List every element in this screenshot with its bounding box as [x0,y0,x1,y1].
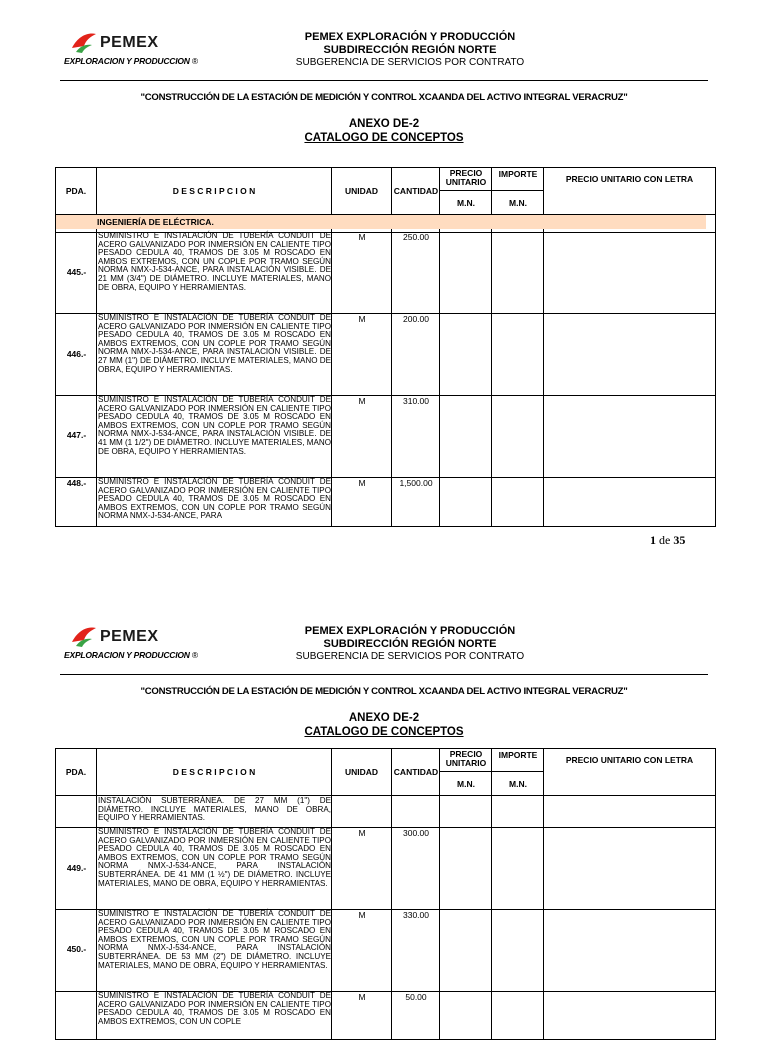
row-cantidad: 310.00 [403,396,429,406]
row-cantidad: 200.00 [403,314,429,324]
header-rule [60,674,708,675]
org-line-2: SUBDIRECCIÓN REGIÓN NORTE [323,44,497,56]
col-descripcion: D E S C R I P C I O N [172,767,256,777]
row-cantidad: 250.00 [403,232,429,242]
pemex-logo [64,622,198,662]
logo-subtitle: EXPLORACION Y PRODUCCION ® [64,650,198,660]
row-cantidad: 300.00 [403,828,429,838]
row-pda: 448.- [66,478,87,488]
col-mn-precio: M.N. [457,198,475,208]
annex-title [234,117,534,145]
row-description: SUMINISTRO E INSTALACIÓN DE TUBERÍA CONDUIT DE ACERO GALVANIZADO POR INMERSIÓN EN CALIENTE TIPO PESADO CEDULA 40, TRAMOS DE 3.05 M ROSCADO EN AMBOS EXTREMOS, CON UN COPLE POR TRAMO SEGÚN NORMA NMX-J-534-ANCE, PARA [98,477,331,521]
logo-wordmark: PEMEX [100,628,159,645]
row-cantidad: 330.00 [403,910,429,920]
row-description: SUMINISTRO E INSTALACIÓN DE TUBERÍA CONDUIT DE ACERO GALVANIZADO POR INMERSIÓN EN CALIENTE TIPO PESADO CEDULA 40, TRAMOS DE 3.05 M ROSCADO EN AMBOS EXTREMOS, CON UN COPLE POR TRAMO SEGÚN NORMA NMX-J-534-ANCE, PARA INSTALACIÓN VISIBLE. DE 21 MM (3/4") DE DIÁMETRO. INCLUYE MATERIALES, MANO DE OBRA, EQUIPO Y HERRAMIENTAS. [98,231,331,292]
col-unidad: UNIDAD [344,767,379,777]
col-mn-importe: M.N. [509,198,527,208]
col-pda: PDA. [65,186,87,196]
col-cantidad: CANTIDAD [393,186,439,196]
page-number: 1 de 35 [650,533,686,547]
row-description: SUMINISTRO E INSTALACIÓN DE TUBERÍA CONDUIT DE ACERO GALVANIZADO POR INMERSIÓN EN CALIENTE TIPO PESADO CEDULA 40, TRAMOS DE 3.05 M ROSCADO EN AMBOS EXTREMOS, CON UN COPLE POR TRAMO SEGÚN NORMA NMX-J-534-ANCE, PARA INSTALACIÓN VISIBLE. DE 41 MM (1 1/2") DE DIÁMETRO. INCLUYE MATERIALES, MANO DE OBRA, EQUIPO Y HERRAMIENTAS. [98,395,331,456]
logo-subtitle: EXPLORACION Y PRODUCCION ® [64,56,198,66]
col-precio-unitario: PRECIO UNITARIO [445,749,487,768]
col-mn-importe: M.N. [509,779,527,789]
org-line-3: SUBGERENCIA DE SERVICIOS POR CONTRATO [295,651,525,662]
concept-table [55,748,716,1040]
row-pda: 445.- [66,267,87,277]
row-description: SUMINISTRO E INSTALACIÓN DE TUBERÍA CONDUIT DE ACERO GALVANIZADO POR INMERSIÓN EN CALIENTE TIPO PESADO CEDULA 40, TRAMOS DE 3.05 M ROSCADO EN AMBOS EXTREMOS, CON UN COPLE [98,991,331,1026]
row-unidad: M [358,992,366,1002]
project-title: "CONSTRUCCIÓN DE LA ESTACIÓN DE MEDICIÓN Y CONTROL XCAANDA DEL ACTIVO INTEGRAL VERACRUZ" [140,92,628,103]
row-cantidad: 50.00 [405,992,427,1002]
col-precio-letra: PRECIO UNITARIO CON LETRA [565,174,694,184]
col-precio-unitario: PRECIO UNITARIO [445,168,487,187]
org-line-3: SUBGERENCIA DE SERVICIOS POR CONTRATO [295,57,525,68]
page-2 [0,594,768,1024]
row-unidad: M [358,232,366,242]
header-rule [60,80,708,81]
col-mn-precio: M.N. [457,779,475,789]
org-line-2: SUBDIRECCIÓN REGIÓN NORTE [323,638,497,650]
row-description: SUMINISTRO E INSTALACIÓN DE TUBERÍA CONDUIT DE ACERO GALVANIZADO POR INMERSIÓN EN CALIENTE TIPO PESADO CEDULA 40, TRAMOS DE 3.05 M ROSCADO EN AMBOS EXTREMOS, CON UN COPLE POR TRAMO SEGÚN NORMA NMX-J-534-ANCE, PARA INSTALACIÓN SUBTERRÁNEA. DE 41 MM (1 ½") DE DIÁMETRO. INCLUYE MATERIALES, MANO DE OBRA, EQUIPO Y HERRAMIENTAS. [98,827,331,888]
project-title: "CONSTRUCCIÓN DE LA ESTACIÓN DE MEDICIÓN Y CONTROL XCAANDA DEL ACTIVO INTEGRAL VERACRUZ" [140,686,628,697]
row-unidad: M [358,396,366,406]
col-pda: PDA. [65,767,87,777]
org-header [250,625,570,663]
row-pda: 450.- [66,944,87,954]
concept-table [55,167,716,527]
catalog-label: CATALOGO DE CONCEPTOS [304,726,464,738]
row-description: SUMINISTRO E INSTALACIÓN DE TUBERÍA CONDUIT DE ACERO GALVANIZADO POR INMERSIÓN EN CALIENTE TIPO PESADO CEDULA 40, TRAMOS DE 3.05 M ROSCADO EN AMBOS EXTREMOS, CON UN COPLE POR TRAMO SEGÚN NORMA NMX-J-534-ANCE, PARA INSTALACIÓN SUBTERRÁNEA. DE 53 MM (2") DE DIÁMETRO. INCLUYE MATERIALES, MANO DE OBRA, EQUIPO Y HERRAMIENTAS. [98,909,331,970]
pemex-logo [64,28,198,68]
row-unidad: M [358,910,366,920]
section-row: INGENIERÍA DE ELÉCTRICA. [56,215,706,229]
catalog-label: CATALOGO DE CONCEPTOS [304,132,464,144]
row-cantidad: 1,500.00 [399,478,433,488]
col-precio-letra: PRECIO UNITARIO CON LETRA [565,755,694,765]
row-unidad: M [358,314,366,324]
col-descripcion: D E S C R I P C I O N [172,186,256,196]
col-cantidad: CANTIDAD [393,767,439,777]
org-header [250,31,570,69]
row-description: SUMINISTRO E INSTALACIÓN DE TUBERÍA CONDUIT DE ACERO GALVANIZADO POR INMERSIÓN EN CALIENTE TIPO PESADO CEDULA 40, TRAMOS DE 3.05 M ROSCADO EN AMBOS EXTREMOS, CON UN COPLE POR TRAMO SEGÚN NORMA NMX-J-534-ANCE, PARA INSTALACIÓN VISIBLE. DE 27 MM (1") DE DIÁMETRO. INCLUYE MATERIALES, MANO DE OBRA, EQUIPO Y HERRAMIENTAS. [98,313,331,374]
col-importe: IMPORTE [498,750,538,760]
row-unidad: M [358,478,366,488]
pemex-eagle-icon [70,28,98,54]
col-unidad: UNIDAD [344,186,379,196]
org-line-1: PEMEX EXPLORACIÓN Y PRODUCCIÓN [304,31,516,43]
annex-label: ANEXO DE-2 [348,118,420,130]
annex-label: ANEXO DE-2 [348,712,420,724]
org-line-1: PEMEX EXPLORACIÓN Y PRODUCCIÓN [304,625,516,637]
row-pda: 449.- [66,863,87,873]
row-pda: 447.- [66,430,87,440]
annex-title [234,711,534,739]
col-importe: IMPORTE [498,169,538,179]
row-unidad: M [358,828,366,838]
pemex-eagle-icon [70,622,98,648]
row-pda: 446.- [66,349,87,359]
logo-wordmark: PEMEX [100,34,159,51]
row-description-continued: INSTALACIÓN SUBTERRÁNEA. DE 27 MM (1") DE DIÁMETRO. INCLUYE MATERIALES, MANO DE OBRA, EQUIPO Y HERRAMIENTAS. [98,796,331,823]
